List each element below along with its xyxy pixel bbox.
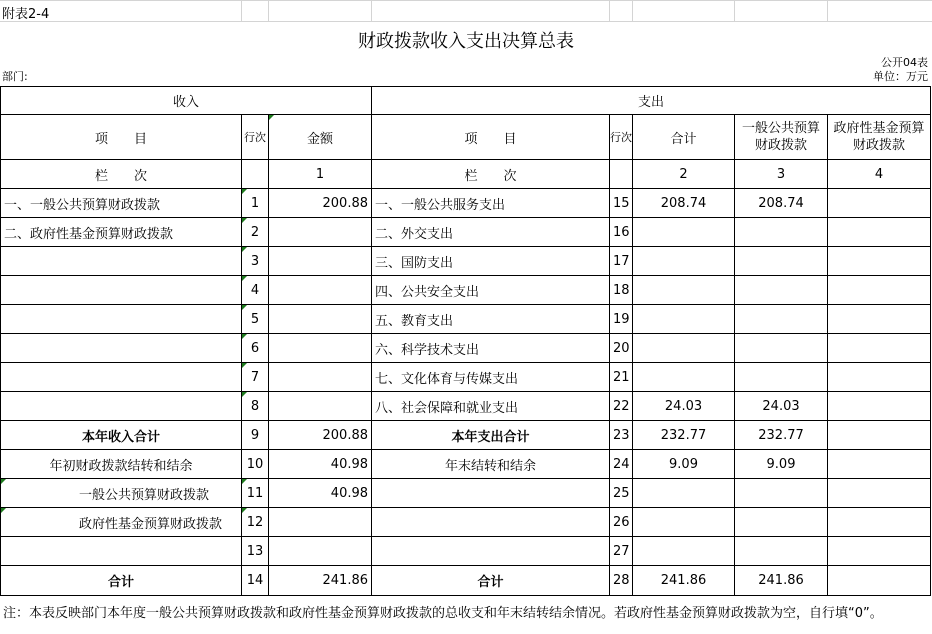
income-amount (269, 508, 372, 537)
expense-general-budget (735, 276, 828, 305)
income-row-no: 2 (242, 218, 269, 247)
expense-item (372, 479, 610, 508)
expense-total (633, 305, 735, 334)
expense-item-header: 项 目 (372, 115, 610, 160)
expense-index-3: 3 (735, 160, 828, 189)
table-row (1, 537, 931, 566)
expense-item: 四、公共安全支出 (372, 276, 610, 305)
expense-row-no: 24 (610, 450, 633, 479)
expense-row-no: 16 (610, 218, 633, 247)
expense-fund-budget (828, 305, 931, 334)
expense-total (633, 334, 735, 363)
income-item (1, 247, 242, 276)
page-title: 财政拨款收入支出决算总表 (358, 31, 574, 52)
table-row (1, 276, 931, 305)
expense-general-budget (735, 305, 828, 334)
expense-total (633, 537, 735, 566)
income-row-no: 13 (242, 537, 269, 566)
expense-item (372, 537, 610, 566)
footnote: 注：本表反映部门本年度一般公共预算财政拨款和政府性基金预算财政拨款的总收支和年末结转结余情况。若政府性基金预算财政拨款为空，自行填“0”。 (3, 606, 883, 621)
department-label: 部门: (2, 70, 28, 83)
expense-fund-budget (828, 247, 931, 276)
expense-row-no: 22 (610, 392, 633, 421)
expense-general-budget (735, 537, 828, 566)
expense-index-label: 栏 次 (372, 160, 610, 189)
expense-total (633, 479, 735, 508)
expense-row-no: 27 (610, 537, 633, 566)
income-amount (269, 276, 372, 305)
income-index-1: 1 (269, 160, 372, 189)
unit-label: 单位：万元 (873, 70, 928, 83)
table-row (1, 189, 931, 218)
table-row (1, 479, 931, 508)
expense-row-no: 17 (610, 247, 633, 276)
income-section-header: 收入 (1, 87, 372, 115)
income-item: 政府性基金预算财政拨款 (1, 508, 242, 537)
expense-item: 本年支出合计 (372, 421, 610, 450)
expense-item: 合计 (372, 566, 610, 596)
expense-total: 232.77 (633, 421, 735, 450)
income-item: 年初财政拨款结转和结余 (1, 450, 242, 479)
expense-total (633, 276, 735, 305)
income-item: 二、政府性基金预算财政拨款 (1, 218, 242, 247)
expense-item: 七、文化体育与传媒支出 (372, 363, 610, 392)
income-amount (269, 363, 372, 392)
amount-header: 金额 (269, 115, 372, 160)
income-item (1, 392, 242, 421)
income-amount: 200.88 (269, 421, 372, 450)
table-row (1, 305, 931, 334)
expense-fund-budget (828, 218, 931, 247)
income-amount (269, 537, 372, 566)
annex-label: 附表2-4 (2, 7, 50, 22)
expense-item: 二、外交支出 (372, 218, 610, 247)
expense-row-no: 19 (610, 305, 633, 334)
table-row (1, 363, 931, 392)
expense-total: 9.09 (633, 450, 735, 479)
expense-index-4: 4 (828, 160, 931, 189)
total-header: 合计 (633, 115, 735, 160)
income-item (1, 537, 242, 566)
income-amount (269, 392, 372, 421)
expense-fund-budget (828, 334, 931, 363)
expense-fund-budget (828, 508, 931, 537)
fund-budget-header: 政府性基金预算财政拨款 (828, 115, 931, 160)
income-row-no: 9 (242, 421, 269, 450)
expense-row-no: 23 (610, 421, 633, 450)
table-row (1, 218, 931, 247)
expense-item: 一、一般公共服务支出 (372, 189, 610, 218)
expense-row-no: 26 (610, 508, 633, 537)
expense-fund-budget (828, 566, 931, 596)
expense-index-blank (610, 160, 633, 189)
expense-fund-budget (828, 189, 931, 218)
general-budget-header: 一般公共预算财政拨款 (735, 115, 828, 160)
income-index-label: 栏 次 (1, 160, 242, 189)
column-header-row (1, 115, 931, 160)
income-row-no: 3 (242, 247, 269, 276)
expense-general-budget (735, 334, 828, 363)
column-index-row (1, 160, 931, 189)
expense-total: 241.86 (633, 566, 735, 596)
expense-general-budget: 232.77 (735, 421, 828, 450)
expense-fund-budget (828, 537, 931, 566)
expense-item (372, 508, 610, 537)
expense-general-budget (735, 218, 828, 247)
income-row-no: 6 (242, 334, 269, 363)
budget-table (0, 86, 931, 596)
table-row (1, 392, 931, 421)
expense-row-no: 21 (610, 363, 633, 392)
expense-fund-budget (828, 276, 931, 305)
expense-row-no: 15 (610, 189, 633, 218)
income-row-no: 5 (242, 305, 269, 334)
expense-row-no: 18 (610, 276, 633, 305)
expense-general-budget: 9.09 (735, 450, 828, 479)
expense-item: 三、国防支出 (372, 247, 610, 276)
income-item (1, 276, 242, 305)
expense-fund-budget (828, 363, 931, 392)
income-item (1, 363, 242, 392)
expense-fund-budget (828, 479, 931, 508)
table-row (1, 566, 931, 596)
table-row (1, 450, 931, 479)
expense-fund-budget (828, 450, 931, 479)
expense-item: 六、科学技术支出 (372, 334, 610, 363)
income-amount: 241.86 (269, 566, 372, 596)
expense-item: 八、社会保障和就业支出 (372, 392, 610, 421)
income-row-no: 10 (242, 450, 269, 479)
income-item: 一、一般公共预算财政拨款 (1, 189, 242, 218)
income-row-no: 8 (242, 392, 269, 421)
expense-row-no: 25 (610, 479, 633, 508)
table-row (1, 421, 931, 450)
income-amount (269, 334, 372, 363)
income-row-no: 14 (242, 566, 269, 596)
section-header-row (1, 87, 931, 115)
expense-row-no: 20 (610, 334, 633, 363)
expense-total: 24.03 (633, 392, 735, 421)
expense-general-budget: 241.86 (735, 566, 828, 596)
expense-fund-budget (828, 421, 931, 450)
income-item: 一般公共预算财政拨款 (1, 479, 242, 508)
income-item: 本年收入合计 (1, 421, 242, 450)
income-item (1, 305, 242, 334)
expense-general-budget (735, 508, 828, 537)
income-row-no: 7 (242, 363, 269, 392)
income-row-no: 12 (242, 508, 269, 537)
table-row (1, 508, 931, 537)
income-row-no: 11 (242, 479, 269, 508)
income-amount: 200.88 (269, 189, 372, 218)
income-amount: 40.98 (269, 450, 372, 479)
income-amount (269, 218, 372, 247)
income-amount: 40.98 (269, 479, 372, 508)
income-row-no: 1 (242, 189, 269, 218)
expense-general-budget (735, 479, 828, 508)
expense-total (633, 508, 735, 537)
expense-general-budget (735, 247, 828, 276)
table-row (1, 334, 931, 363)
income-amount (269, 247, 372, 276)
expense-general-budget: 24.03 (735, 392, 828, 421)
income-row-no-header: 行次 (242, 115, 269, 160)
expense-total (633, 218, 735, 247)
expense-general-budget: 208.74 (735, 189, 828, 218)
expense-row-no-header: 行次 (610, 115, 633, 160)
expense-section-header: 支出 (372, 87, 931, 115)
income-item-header: 项 目 (1, 115, 242, 160)
expense-index-2: 2 (633, 160, 735, 189)
expense-row-no: 28 (610, 566, 633, 596)
expense-total (633, 363, 735, 392)
expense-item: 五、教育支出 (372, 305, 610, 334)
expense-general-budget (735, 363, 828, 392)
income-amount (269, 305, 372, 334)
expense-fund-budget (828, 392, 931, 421)
expense-total (633, 247, 735, 276)
income-row-no: 4 (242, 276, 269, 305)
expense-total: 208.74 (633, 189, 735, 218)
income-index-blank (242, 160, 269, 189)
expense-item: 年末结转和结余 (372, 450, 610, 479)
table-row (1, 247, 931, 276)
income-item: 合计 (1, 566, 242, 596)
form-code: 公开04表 (881, 56, 928, 69)
income-item (1, 334, 242, 363)
